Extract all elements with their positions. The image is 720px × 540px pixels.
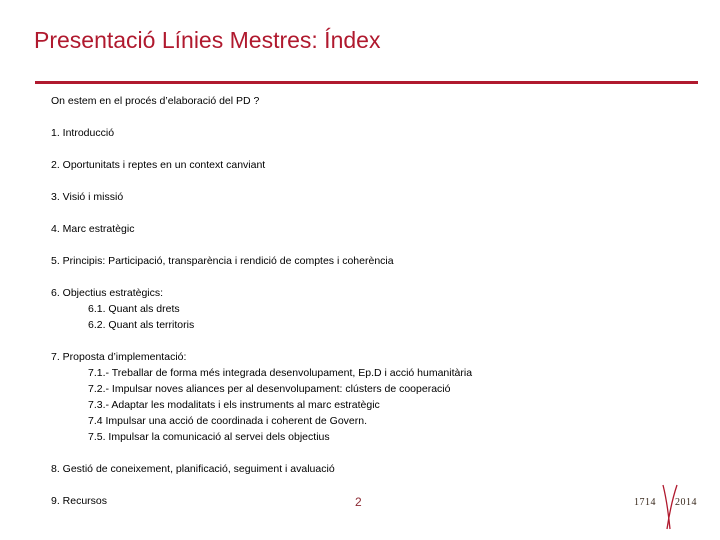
- index-entry-title: 4. Marc estratègic: [51, 223, 135, 235]
- index-subitem: 7.2.- Impulsar noves aliances per al desenvolupament: clústers de cooperació: [88, 383, 451, 395]
- logo-x-left-stroke: [663, 485, 670, 529]
- index-entry-title: 9. Recursos: [51, 495, 108, 507]
- title-divider: [35, 81, 698, 84]
- logo-year-right: 2014: [675, 497, 697, 508]
- index-entry-title: 2. Oportunitats i reptes en un context canviant: [51, 159, 266, 171]
- index-entry-title: 3. Visió i missió: [51, 191, 124, 203]
- index-entry-title: 7. Proposta d’implementació:: [51, 351, 187, 363]
- index-subitem: 6.2. Quant als territoris: [88, 319, 195, 331]
- index-subitem: 7.1.- Treballar de forma més integrada desenvolupament, Ep.D i acció humanitària: [88, 367, 473, 379]
- index-entry-title: 8. Gestió de coneixement, planificació, seguiment i avaluació: [51, 463, 335, 475]
- index-entry: [51, 285, 611, 333]
- index-entry: [51, 253, 611, 269]
- index-entry: [51, 461, 611, 477]
- page-number: 2: [355, 495, 362, 509]
- tricentenary-logo-icon: [632, 483, 704, 531]
- index-entry-title: 6. Objectius estratègics:: [51, 287, 164, 299]
- index-entry: [51, 189, 611, 205]
- index-entry: [51, 221, 611, 237]
- index-entry: [51, 125, 611, 141]
- index-entry-title: 5. Principis: Participació, transparència i rendició de comptes i coherència: [51, 255, 394, 267]
- index-entry: [51, 493, 611, 509]
- index-list: [51, 93, 611, 525]
- index-entry: [51, 157, 611, 173]
- index-subitem: 7.4 Impulsar una acció de coordinada i coherent de Govern.: [88, 415, 368, 427]
- index-entry-title: On estem en el procés d’elaboració del PD ?: [51, 95, 260, 107]
- logo-year-left: 1714: [634, 497, 656, 508]
- slide-title: Presentació Línies Mestres: Índex: [34, 27, 381, 53]
- index-entry-title: 1. Introducció: [51, 127, 115, 139]
- index-entry: [51, 93, 611, 109]
- index-subitem: 6.1. Quant als drets: [88, 303, 180, 315]
- index-entry: [51, 349, 611, 445]
- index-subitem: 7.5. Impulsar la comunicació al servei dels objectius: [88, 431, 330, 443]
- index-subitem: 7.3.- Adaptar les modalitats i els instruments al marc estratègic: [88, 399, 380, 411]
